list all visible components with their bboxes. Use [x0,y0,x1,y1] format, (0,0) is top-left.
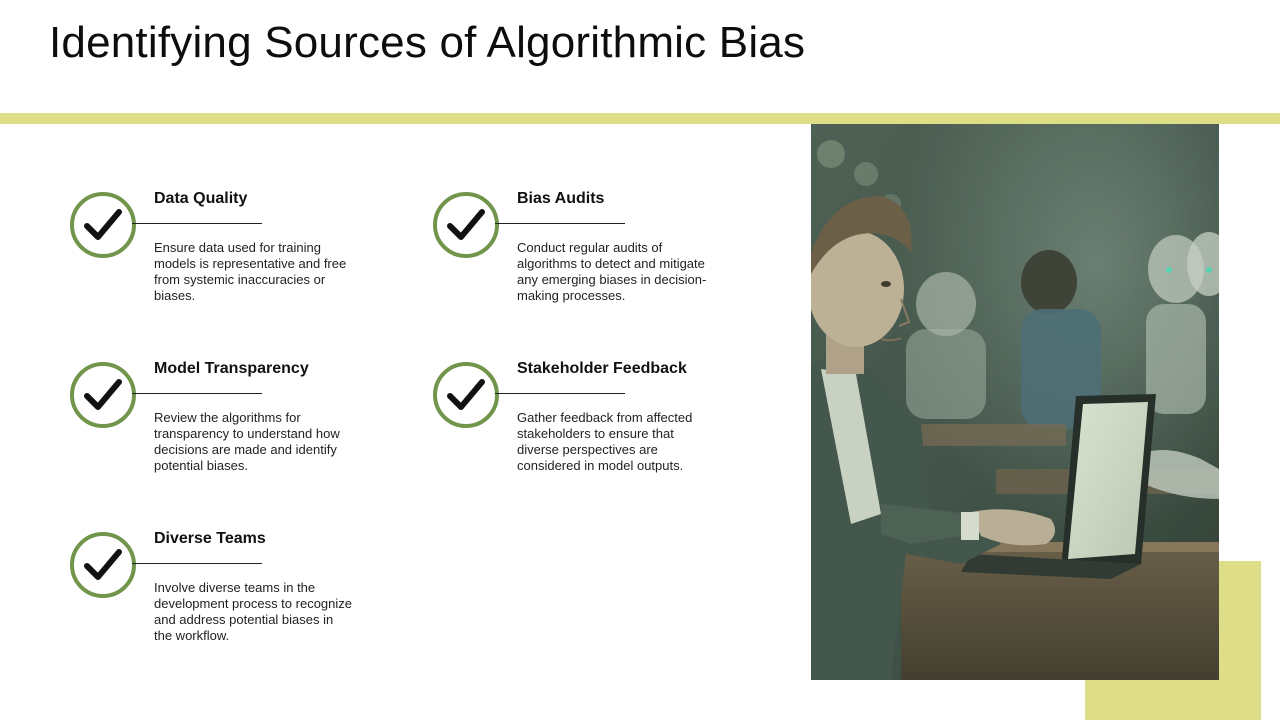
list-item-model-transparency [70,362,390,512]
connector-line [132,393,262,394]
item-description: Gather feedback from affected stakeholders to ensure that diverse perspectives are considered in model outputs. [517,410,693,473]
checkmark-icon [70,532,136,598]
item-description: Ensure data used for training models is representative and free from systemic inaccuracies or biases. [154,240,347,303]
item-title: Model Transparency [154,360,309,377]
page-title: Identifying Sources of Algorithmic Bias [49,18,806,67]
item-description: Review the algorithms for transparency to understand how decisions are made and identify potential biases. [154,410,340,473]
list-item-stakeholder-feedback [433,362,753,512]
accent-band [0,113,1280,124]
list-item-bias-audits [433,192,753,342]
list-item-diverse-teams [70,532,390,682]
photo-man-with-laptop-and-robots [811,124,1219,680]
item-description: Involve diverse teams in the development process to recognize and address potential biases in the workflow. [154,580,353,643]
checkmark-icon [70,192,136,258]
checkmark-icon [70,362,136,428]
connector-line [132,223,262,224]
item-title: Data Quality [154,190,248,207]
item-description: Conduct regular audits of algorithms to detect and mitigate any emerging biases in decision-making processes. [517,240,707,303]
connector-line [132,563,262,564]
checkmark-icon [433,362,499,428]
item-title: Stakeholder Feedback [517,360,687,377]
item-title: Diverse Teams [154,530,266,547]
checkmark-icon [433,192,499,258]
item-title: Bias Audits [517,190,605,207]
list-item-data-quality [70,192,390,342]
connector-line [495,393,625,394]
connector-line [495,223,625,224]
